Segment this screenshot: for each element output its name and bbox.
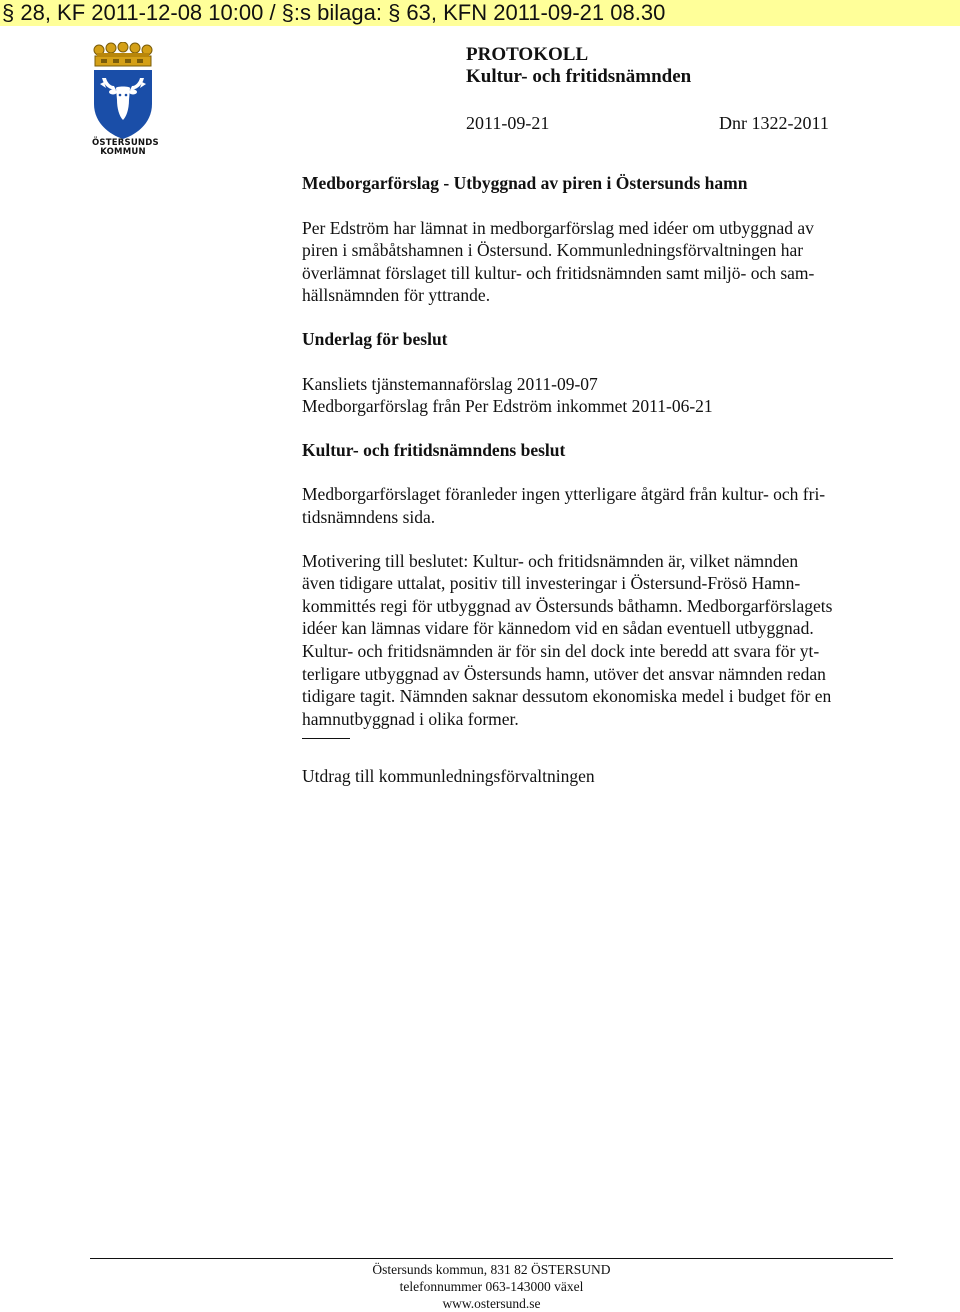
motivering-paragraph (302, 550, 892, 731)
intro-paragraph (302, 217, 892, 307)
intro-line: piren i småbåtshamnen i Östersund. Kommunledningsförvaltningen har (302, 240, 804, 261)
municipality-logo (92, 42, 159, 160)
motivering-line: Motivering till beslutet: Kultur- och fritidsnämnden är, vilket nämnden (302, 550, 799, 571)
motivering-line: idéer kan lämnas vidare för kännedom vid en sådan eventuell utbyggnad. (302, 618, 814, 639)
motivering-line: även tidigare uttalat, positiv till investeringar i Östersund-Frösö Hamn- (302, 573, 801, 594)
beslut-line: tidsnämndens sida. (302, 506, 436, 527)
underlag-heading: Underlag för beslut (302, 328, 448, 349)
document-body (302, 172, 892, 788)
beslut-heading: Kultur- och fritidsnämndens beslut (302, 439, 566, 460)
underlag-item: Kansliets tjänstemannaförslag 2011-09-07 (302, 373, 598, 394)
footer-phone: telefonnummer 063-143000 växel (399, 1279, 584, 1294)
motivering-line: Kultur- och fritidsnämnden är för sin del dock inte beredd att svara för yt- (302, 640, 820, 661)
beslut-paragraph (302, 483, 892, 528)
footer-divider (90, 1258, 893, 1259)
document-type: PROTOKOLL (466, 44, 589, 65)
logo-text-line2: KOMMUN (100, 147, 146, 157)
underlag-item: Medborgarförslag från Per Edström inkommet 2011-06-21 (302, 396, 713, 417)
case-heading: Medborgarförslag - Utbyggnad av piren i Östersunds hamn (302, 173, 748, 193)
intro-line: hällsnämnden för yttrande. (302, 285, 491, 306)
reference-number: Dnr 1322-2011 (719, 113, 829, 133)
beslut-line: Medborgarförslaget föranleder ingen ytterligare åtgärd från kultur- och fri- (302, 484, 826, 505)
underlag-list (302, 373, 892, 418)
motivering-line: hamnutbyggnad i olika former. (302, 708, 519, 729)
coat-of-arms-icon (92, 42, 154, 142)
meeting-date: 2011-09-21 (466, 113, 550, 133)
motivering-line: tidigare tagit. Nämnden saknar dessutom ekonomiska medel i budget för en (302, 686, 832, 707)
footer (90, 1261, 893, 1312)
footer-address: Östersunds kommun, 831 82 ÖSTERSUND (372, 1262, 611, 1277)
motivering-line: terligare utbyggnad av Östersunds hamn, utöver det ansvar nämnden redan (302, 663, 826, 684)
intro-line: Per Edström har lämnat in medborgarförslag med idéer om utbyggnad av (302, 217, 814, 238)
extract-recipient: Utdrag till kommunledningsförvaltningen (302, 766, 595, 787)
top-banner: § 28, KF 2011-12-08 10:00 / §:s bilaga: § 63, KFN 2011-09-21 08.30 (0, 0, 960, 26)
committee-name: Kultur- och fritidsnämnden (466, 66, 692, 87)
footer-website: www.ostersund.se (442, 1296, 541, 1311)
logo-text-line1: ÖSTERSUNDS (92, 138, 159, 148)
intro-line: överlämnat förslaget till kultur- och fritidsnämnden samt miljö- och sam- (302, 262, 815, 283)
motivering-line: kommittés regi för utbyggnad av Östersunds båthamn. Medborgarförslagets (302, 595, 833, 616)
